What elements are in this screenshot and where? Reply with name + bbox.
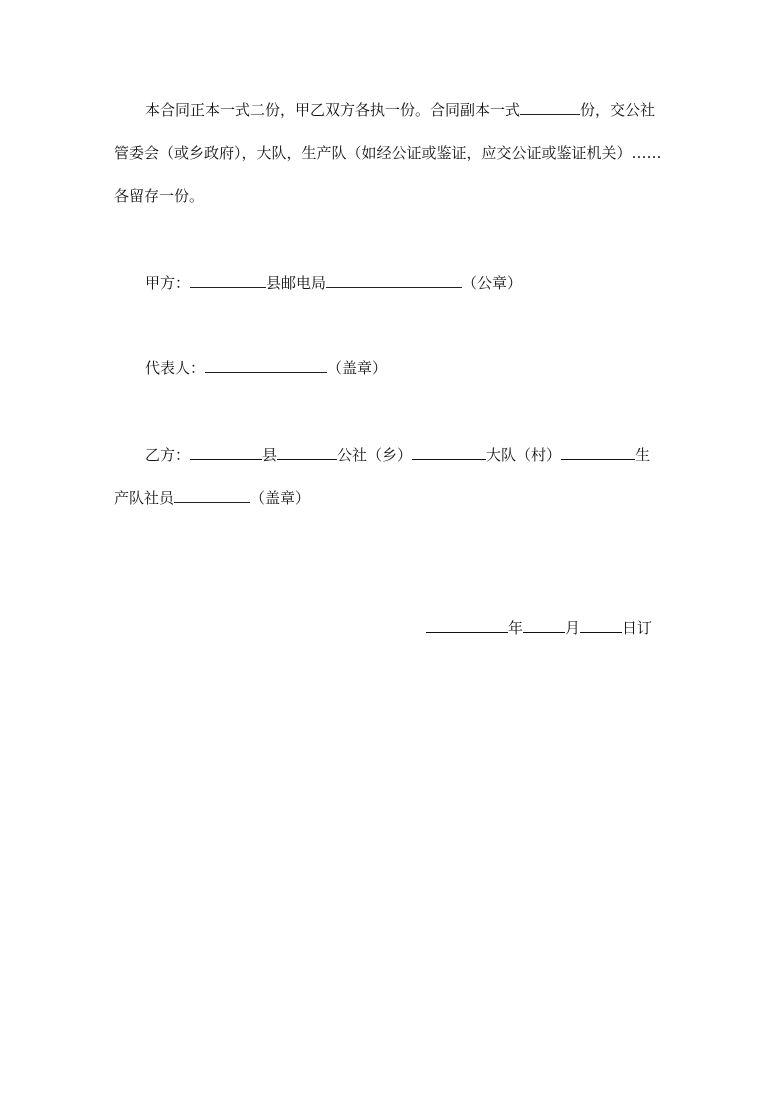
party-b-member-blank[interactable] (174, 488, 250, 503)
day-blank[interactable] (580, 618, 622, 633)
clause-text-1a: 本合同正本一式二份，甲乙双方各执一份。合同副本一式 (145, 101, 521, 119)
party-b-line-1: 乙方： 县 公社（乡） 大队（村） 生 (145, 446, 651, 464)
party-a-name-blank[interactable] (326, 273, 462, 288)
representative-line (145, 358, 387, 378)
copies-blank[interactable] (520, 100, 580, 115)
clause-line-1 (145, 100, 655, 120)
clause-line-2: 管委会（或乡政府），大队，生产队（如经公证或鉴证，应交公证或鉴证机关）…… (114, 144, 662, 162)
party-b-commune-blank[interactable] (277, 445, 337, 460)
clause-text-1b: 份，交公社 (580, 101, 656, 119)
party-a-seal: （公章） (462, 274, 523, 292)
party-b-county-blank[interactable] (190, 445, 262, 460)
representative-label: 代表人： (145, 359, 206, 377)
party-b-line-2: 产队社员 （盖章） (114, 489, 311, 507)
month-blank[interactable] (523, 618, 565, 633)
party-b-seal: （盖章） (250, 489, 311, 507)
party-b-label: 乙方： (145, 446, 191, 464)
year-blank[interactable] (426, 618, 508, 633)
representative-blank[interactable] (205, 358, 327, 373)
party-a-post-office: 县邮电局 (266, 274, 327, 292)
clause-line-3: 各留存一份。 (114, 187, 205, 205)
representative-seal: （盖章） (327, 359, 388, 377)
party-a-county-blank[interactable] (190, 273, 266, 288)
date-line: 年 月 日订 (426, 618, 652, 638)
party-a-label: 甲方： (145, 274, 191, 292)
party-a-line (145, 273, 522, 293)
party-b-team-blank[interactable] (561, 445, 635, 460)
party-b-brigade-blank[interactable] (412, 445, 486, 460)
